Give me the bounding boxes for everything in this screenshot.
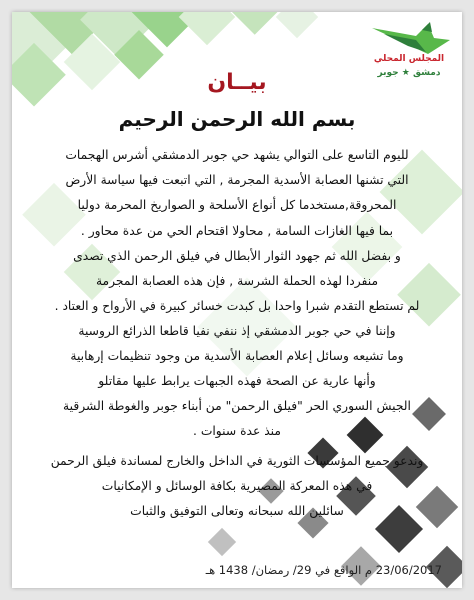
body-line: وأنها عارية عن الصحة فهذه الجبهات يرابط عليها مقاتلو xyxy=(98,374,376,388)
body-line: لم تستطع التقدم شبرا واحدا بل كبدت خسائر كبيرة في الأرواح و العتاد . xyxy=(54,299,420,313)
body-line: في هذه المعركة المصيرية بكافة الوسائل و الإمكانيات xyxy=(101,479,373,493)
body-line: المحروقة,مستخدما كل أنواع الأسلحة و الصواريخ المحرمة دوليا xyxy=(77,198,397,212)
statement-sheet xyxy=(12,12,462,588)
basmala-heading: بسم الله الرحمن الرحيم xyxy=(118,107,356,131)
body-line: لليوم التاسع على التوالي يشهد حي جوبر الدمشقي أشرس الهجمات xyxy=(65,148,409,162)
body-line: منذ عدة سنوات . xyxy=(193,424,281,438)
body-line: وندعو جميع المؤسسات الثورية في الداخل والخارج لمساندة فيلق الرحمن xyxy=(50,454,424,468)
body-line: بما فيها الغازات السامة , محاولا اقتحام الحي من عدة محاور . xyxy=(80,224,394,238)
body-line: وإننا في حي جوبر الدمشقي إذ ننفي نفيا قاطعا الذرائع الروسية xyxy=(78,324,396,338)
body-line: التي تشنها العصابة الأسدية المجرمة , التي اتبعت فيها سياسة الأرض xyxy=(65,173,409,187)
statement-date: 23/06/2017 م الواقع في 29/ رمضان/ 1438 هـ xyxy=(205,563,442,577)
body-line: الجيش السوري الحر "فيلق الرحمن" من أبناء جوبر والغوطة الشرقية xyxy=(63,399,411,413)
logo-title: المجلس المحلي xyxy=(373,54,445,64)
body-line: وما تشيعه وسائل إعلام العصابة الأسدية من وجود تنظيمات إرهابية xyxy=(70,349,404,363)
statement-body xyxy=(12,12,462,588)
body-line: منفردا لهذه الحملة الشرسة , فإن هذه العصابة المجرمة xyxy=(95,274,379,288)
body-line: سائلين الله سبحانه وتعالى التوفيق والثبات xyxy=(130,504,344,518)
logo-subtitle: دمشق ★ جوبر xyxy=(377,68,441,78)
statement-title: بيــان xyxy=(207,70,267,95)
body-line: و بفضل الله ثم جهود الثوار الأبطال في فيلق الرحمن الذي تصدى xyxy=(73,249,401,263)
